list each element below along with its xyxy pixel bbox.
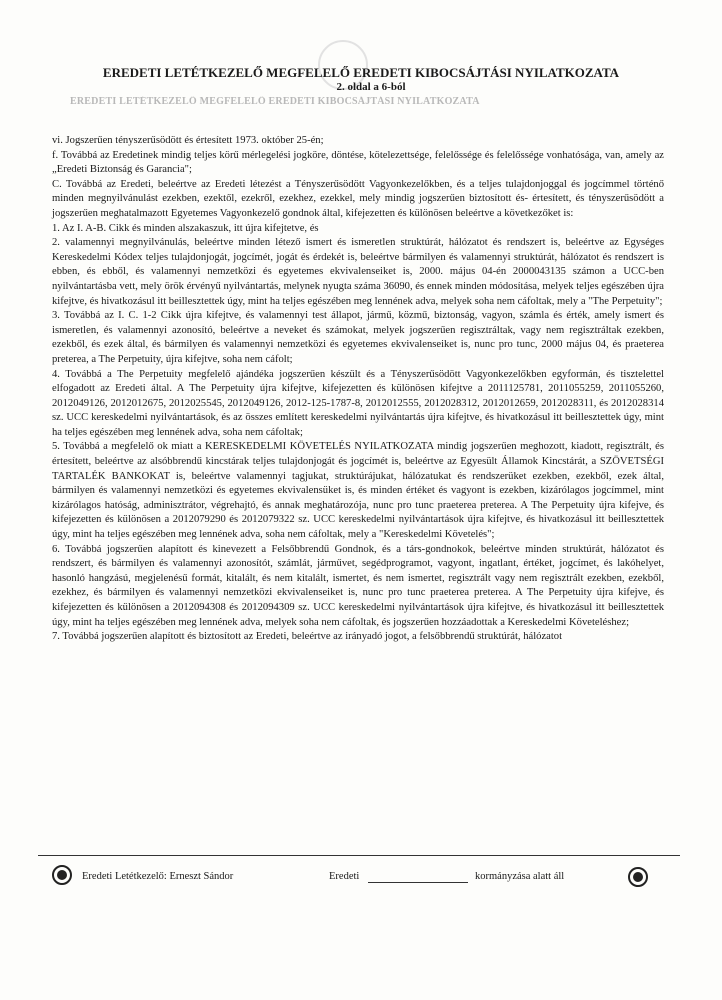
footer-divider xyxy=(38,855,680,856)
paragraph: 6. Továbbá jogszerűen alapított és kinevezett a Felsőbbrendű Gondnok, és a társ-gondnokok, beleértve minden struktúrát, hálózatot és rendszert, és bármilyen és valamennyi azonosítót, számlát, járművet, segédprogramot, vagyont, ingatlant, értéket, jogcímet, és lakóhelyet, hasonló hangzású, megjelenésű formát, kitalált, és nem kitalált, ismertet, és nem ismertet, regisztrált vagy nem regisztrált ezekben, ezekből, ezekhez, és bármilyen és valamennyi nemzetközi ekvivalenseiket is, nunc pro tunc praeterea preterea. A The Perpetuity újra kifejve, és kifejezetten és különösen a 2012094308 és 2012094309 sz. UCC kereskedelmi nyilvántartások újra kifejtve, és hivatkozásul itt beillesztettek úgy, mint ha teljes egészében meg lennének adva, melyek soha nem cáfoltak, és jogszerűen hozzáadottak a Kereskedelmi Követeléshez; xyxy=(52,543,664,628)
paragraph: f. Továbbá az Eredetinek mindig teljes körű mérlegelési jogköre, döntése, kötelezettsége, felelőssége és felelőssége vonhatósága, van, amely az „Eredeti Biztonság és Garancia"; xyxy=(52,149,664,176)
page-number: 2. oldal a 6-ból xyxy=(336,81,406,93)
bleed-through-text: EREDETI LETÉTKEZELŐ MEGFELELŐ EREDETI KIBOCSÁJTÁSI NYILATKOZATA xyxy=(70,96,480,107)
paragraph: 3. Továbbá az I. C. 1-2 Cikk újra kifejtve, és valamennyi test állapot, jármű, közmű, biztonság, vagyon, számla és érték, amely ismert és ismeretlen, és valamennyi azonosító, beleértve a neveket és számokat, melyek jogszerűen regisztráltak, vagy nem regisztráltak ezekben, ezekből, és ezek által, és bármilyen és valamennyi nemzetközi és egyetemes ekvivalenseiket is, nunc pro tunc, 2000 május 04, és praeterea preterea, a The Perpetuity, újra kifejtve, soha nem cáfolt; xyxy=(52,310,664,365)
paragraph: 2. valamennyi megnyilvánulás, beleértve minden létező ismert és ismeretlen struktúrát, hálózatot és rendszert is, beleértve az Egységes Kereskedelmi Kódex teljes tulajdonjogát, jogcímét, jogát és érdekét is, beleértve bármilyen és valamennyi struktúrát, hálózatot és rendszert is ebben, és ebből, és valamennyi nemzetközi és egyetemes ekvivalenseiket is, 2000. május 04-én 2000043135 számon a UCC-ben nyilvántartásba vett, mely örök érvényű nyilvántartás, melynek nyugta száma 36090, és ennek minden módosítása, melyek teljes egészében újra kifejtve, és hivatkozásul itt beillesztettek úgy, mint ha teljes egészében meg lennének adva, melyek soha nem cáfoltak, mely a "The Perpetuity"; xyxy=(52,237,664,307)
custodian-signature-label: Eredeti Letétkezelő: Erneszt Sándor xyxy=(82,871,234,882)
paragraph: 5. Továbbá a megfelelő ok miatt a KERESKEDELMI KÖVETELÉS NYILATKOZATA mindig jogszerűen meghozott, kiadott, regisztrált, és értesített, beleértve az alsóbbrendű kincstárak teljes tulajdonjogát és jogcímét is, beleértve az Egyesült Államok Kincstárát, a SZÖVETSÉGI TARTALÉK BANKOKAT is, beleértve valamennyi tagjukat, struktúrájukat, hálózatukat és rendszerüket ezekben, ezekből, ezek által, bármilyen és valamennyi nemzetközi és egyetemes ekvivalensüket is, és minden értéket és vagyont is ezekben, kizárólagos jogcímmel, mint kizárólagos hatóság, adminisztrátor, végrehajtó, és annak meghatározója, nunc pro tunc praeterea preterea. A The Perpetuity újra kifejve, és kifejezetten és különösen a 2012079290 és 2012079322 sz. UCC kereskedelmi nyilvántartások újra kifejtve, és hivatkozásul itt beillesztettek úgy, mint ha teljes egészében meg lennének adva, soha nem cáfoltak, mely a "Kereskedelmi Követelés"; xyxy=(52,441,664,541)
paragraph: 1. Az I. A-B. Cikk és minden alszakaszuk, itt újra kifejtetve, és xyxy=(52,222,319,234)
paragraph: 7. Továbbá jogszerűen alapított és biztosított az Eredeti, beleértve az irányadó jogot, a felsőbbrendű struktúrát, hálózatot xyxy=(52,631,563,643)
page-footer xyxy=(50,862,660,892)
jurisdiction-label: kormányzása alatt áll xyxy=(475,871,565,882)
document-title: EREDETI LETÉTKEZELŐ MEGFELELŐ EREDETI KIBOCSÁJTÁSI NYILATKOZATA xyxy=(102,65,620,80)
paragraph: 4. Továbbá a The Perpetuity megfelelő ajándéka jogszerűen készült és a Tényszerűsödött Vagyonkezelőkben egyformán, és tisztelettel elfogadott az Eredeti által. A The Perpetuity újra kifejtve, kifejezetten és különösen kifejtve a 2011125781, 2011055259, 2011055260, 2012049126, 2012012675, 2012025545, 2012049126, 2012-125-1787-8, 2012012555, 2012028312, 2012012659, 2012028311, és 2012028314 sz. UCC kereskedelmi nyilvántartások, és az összes említett kereskedelmi nyilvántartás újra kifejtve, és hivatkozásul itt beillesztettek úgy, mint ha teljes egészében meg lennének adva, soha nem cáfoltak; xyxy=(52,368,664,438)
paragraph: vi. Jogszerűen tényszerűsödött és értesített 1973. október 25-én; xyxy=(52,135,324,146)
paragraph: C. Továbbá az Eredeti, beleértve az Eredeti létezést a Tényszerűsödött Vagyonkezelőkben, és a teljes tulajdonjoggal és jogcímmel történő minden megnyilvánulást ezekben, ezektől, ezekről, ezekhez, ezekkel, mely mindig jogszerűen biztosított és- értesített, és tényszerűsödött a jogszerűen meghatalmazott Egyetemes Vagyonkezelő gondnok által, kifejezetten és különösen beleértve a következőket is: xyxy=(52,178,664,219)
document-body xyxy=(52,134,664,645)
signature-blank xyxy=(368,882,468,883)
seal-icon xyxy=(628,867,648,887)
original-label: Eredeti xyxy=(329,871,360,882)
seal-icon xyxy=(52,865,72,885)
